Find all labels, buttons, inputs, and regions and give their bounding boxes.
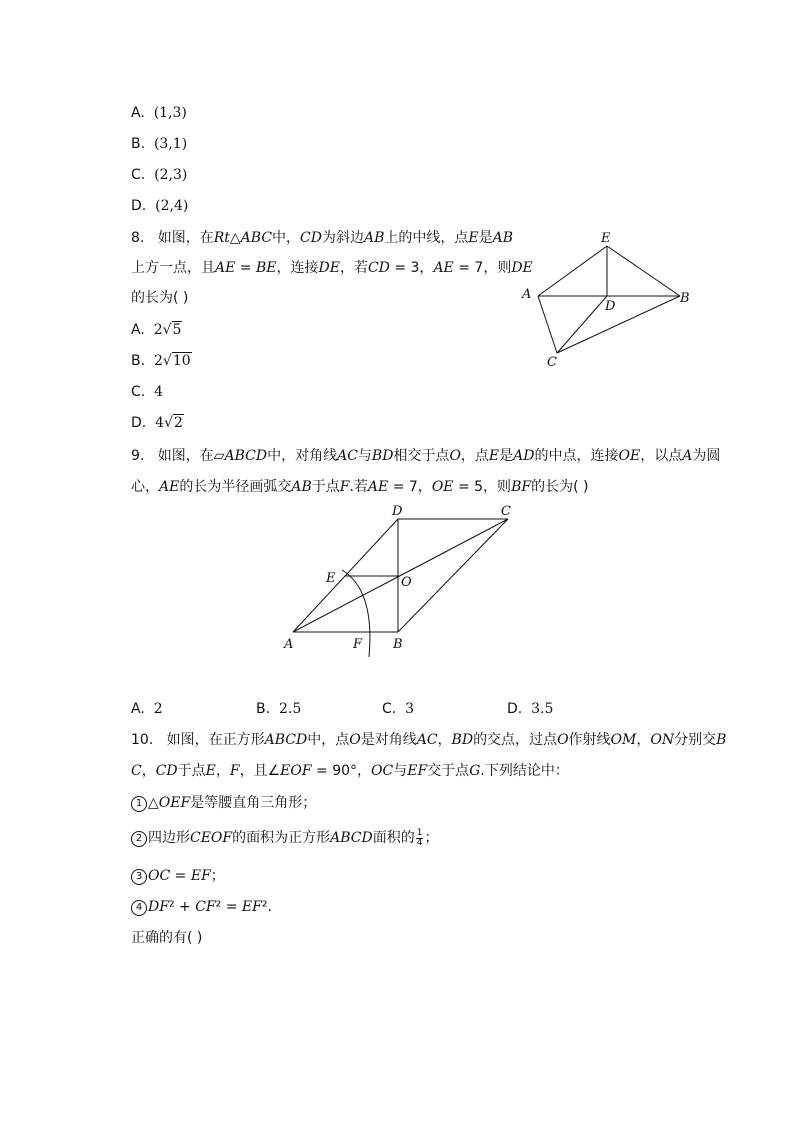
- q7-option-a[interactable]: A. (1,3): [131, 105, 187, 121]
- q8-label-b: B: [680, 291, 690, 306]
- q10-stem-line-1: 10. 如图，在正方形ABCD中，点O是对角线AC，BD的交点，过点O作射线OM，ON分别交B: [131, 732, 727, 748]
- q9-label-c: C: [501, 504, 511, 519]
- q10-statement-4: 4 DF² + CF² = EF².: [131, 897, 272, 917]
- q8-label-e: E: [601, 231, 611, 246]
- q10-answer-prompt: 正确的有( ): [131, 930, 203, 946]
- q9-number: 9.: [131, 448, 145, 464]
- q9-label-f: F: [353, 637, 363, 652]
- q8-edge-ac: [538, 296, 557, 353]
- q10-statement-1: 1 △OEF是等腰直角三角形；: [131, 793, 316, 813]
- q8-label-a: A: [522, 287, 532, 302]
- circled-number-3: 3: [131, 869, 147, 885]
- fraction-one-quarter: $\frac{1}{4}$: [416, 827, 423, 848]
- q8-number: 8.: [131, 230, 145, 246]
- q8-edge-ae: [538, 246, 607, 296]
- q9-option-a[interactable]: A. 2: [131, 701, 163, 717]
- q8-edge-eb: [607, 246, 680, 296]
- q7-option-c[interactable]: C. (2,3): [131, 167, 188, 183]
- q9-label-b: B: [393, 637, 403, 652]
- q10-statement-3: 3 OC = EF；: [131, 866, 225, 886]
- q8-option-a[interactable]: A. 2√5: [131, 322, 182, 338]
- q9-figure: [275, 500, 525, 665]
- q9-edge-cb: [398, 519, 508, 632]
- q8-option-d[interactable]: D. 4√2: [131, 415, 183, 431]
- q9-label-a: A: [284, 637, 294, 652]
- q8-stem-line-2: 上方一点，且AE = BE，连接DE，若CD = 3，AE = 7，则DE: [131, 260, 533, 276]
- circled-number-1: 1: [131, 796, 147, 812]
- q8-label-c: C: [547, 355, 557, 370]
- q10-statement-2: 2 四边形CEOF的面积为正方形ABCD面积的 $\frac{1}{4}$ ；: [131, 828, 438, 848]
- circled-number-4: 4: [131, 900, 147, 916]
- q8-edge-cb: [557, 296, 680, 353]
- q8-edge-cd: [557, 296, 607, 353]
- q10-stem-line-2: C，CD于点E，F，且∠EOF = 90°，OC与EF交于点G.下列结论中：: [131, 763, 569, 779]
- q8-option-b[interactable]: B. 2√10: [131, 353, 191, 369]
- q10-number: 10.: [131, 732, 154, 748]
- q8-stem-line-1: 8. 如图，在Rt△ABC中，CD为斜边AB上的中线，点E是AB: [131, 230, 514, 246]
- q9-option-b[interactable]: B. 2.5: [256, 701, 302, 717]
- q8-label-d: D: [605, 299, 616, 314]
- q8-option-c[interactable]: C. 4: [131, 384, 164, 400]
- q9-label-e: E: [326, 571, 336, 586]
- q7-option-b[interactable]: B. (3,1): [131, 136, 188, 152]
- q9-option-d[interactable]: D. 3.5: [507, 701, 554, 717]
- q8-figure: [510, 225, 710, 375]
- q7-option-d[interactable]: D. (2,4): [131, 198, 189, 214]
- q9-option-c[interactable]: C. 3: [382, 701, 415, 717]
- q9-stem-line-2: 心，AE的长为半径画弧交AB于点F.若AE = 7，OE = 5，则BF的长为( ): [131, 479, 589, 495]
- circled-number-2: 2: [131, 831, 147, 847]
- q8-stem-line-3: 的长为( ): [131, 290, 189, 306]
- q9-stem-line-1: 9. 如图，在▱ABCD中，对角线AC与BD相交于点O，点E是AD的中点，连接OE，以点A为圆: [131, 448, 721, 464]
- q9-label-d: D: [392, 504, 403, 519]
- q9-label-o: O: [401, 575, 412, 590]
